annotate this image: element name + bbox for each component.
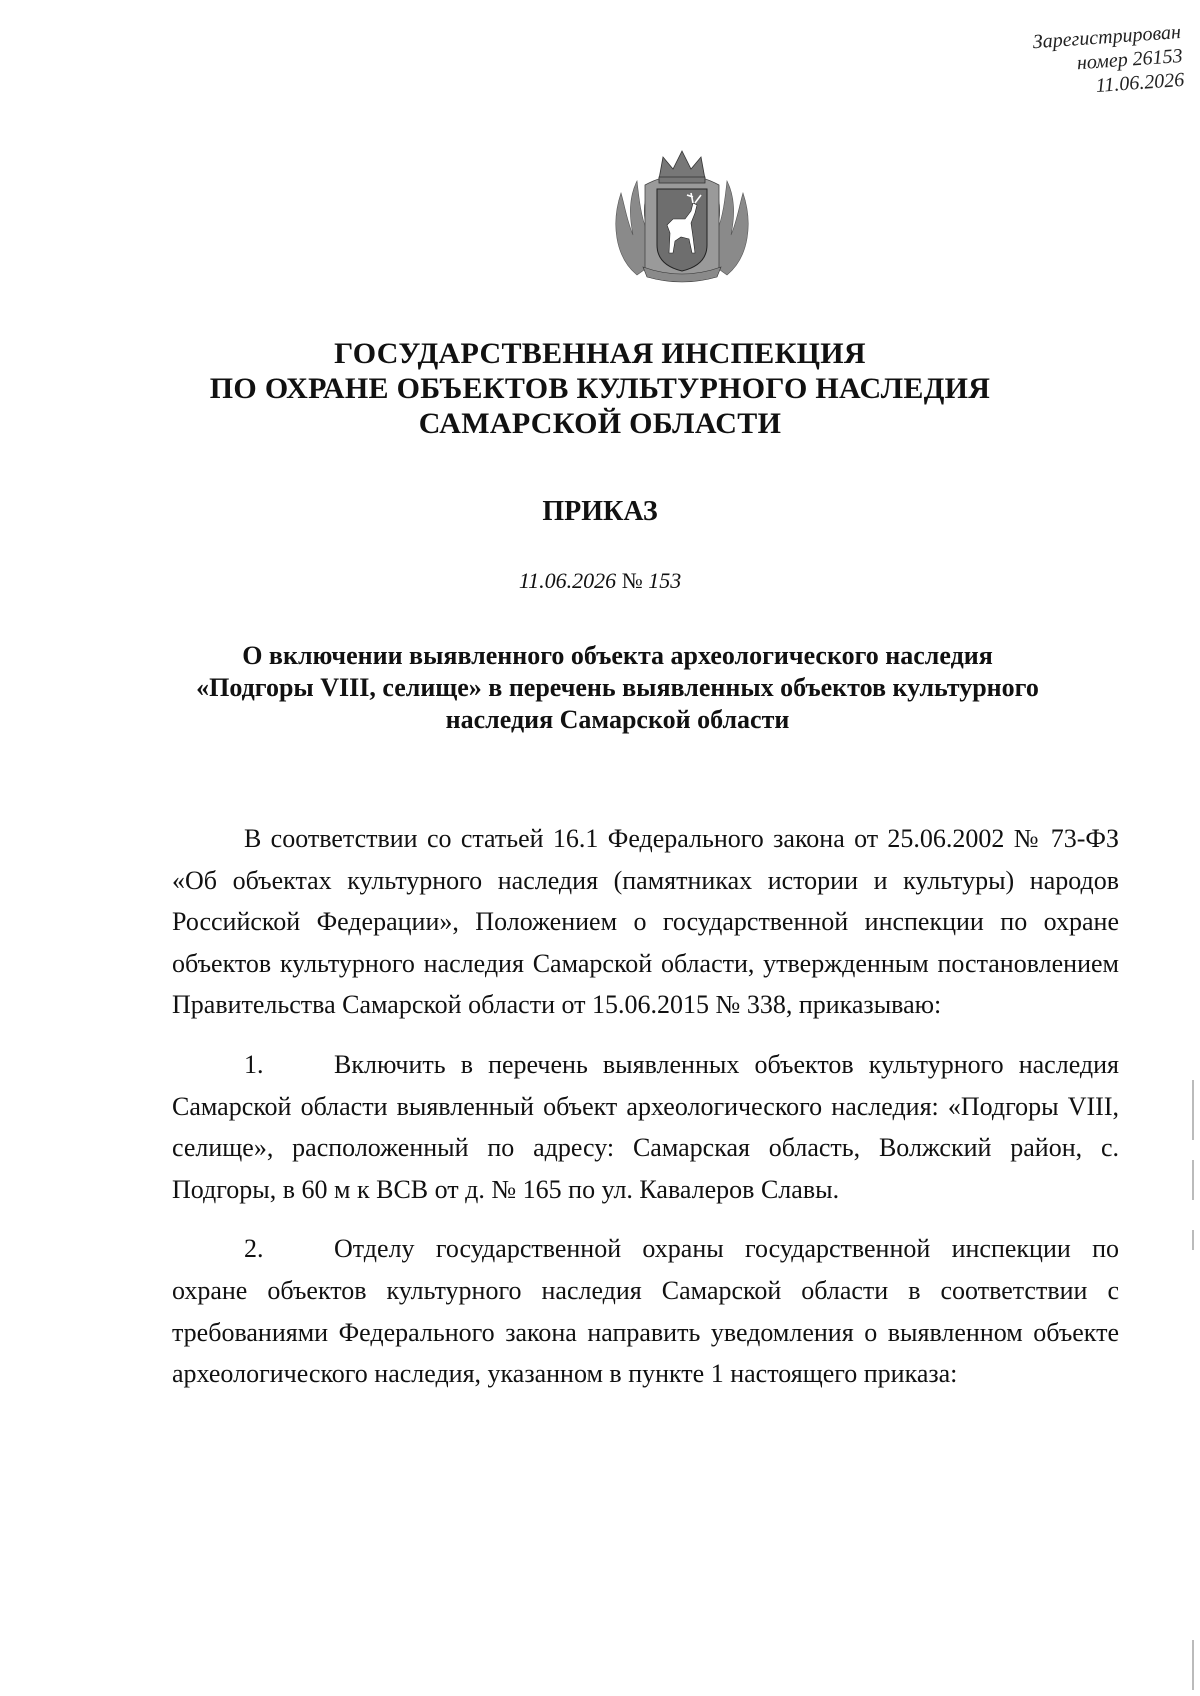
order-item-text: Отделу государственной охраны государственной инспекции по охране объектов культурного наследия Самарской области в соответствии с требованиями Федерального закона направить уведомления о выявленном объекте археологического наследия, указанном в пункте 1 настоящего приказа:	[172, 1234, 1119, 1389]
number-sign: №	[621, 568, 643, 593]
scan-artifact-line	[1192, 1230, 1194, 1250]
org-name-line1: ГОСУДАРСТВЕННАЯ ИНСПЕКЦИЯ	[334, 337, 866, 370]
order-item-number: 1.	[244, 1049, 264, 1079]
coat-of-arms-samara-oblast-icon	[607, 145, 757, 285]
scan-artifact-line	[1192, 1160, 1194, 1200]
registration-note-line2: номер 26153	[1076, 44, 1184, 75]
document-date-number	[150, 568, 1050, 594]
registration-note	[1000, 20, 1185, 104]
registration-note-line1: Зарегистрирован	[1032, 20, 1182, 54]
organization-name	[150, 336, 1050, 441]
scan-artifact-line	[1192, 1080, 1194, 1140]
preamble-paragraph: В соответствии со статьей 16.1 Федерального закона от 25.06.2002 № 73-ФЗ «Об объектах культурного наследия (памятниках истории и культуры) народов Российской Федерации», Положением о государственной инспекции по охране объектов культурного наследия Самарской области, утвержденным постановлением Правительства Самарской области от 15.06.2015 № 338, приказываю:	[172, 824, 1119, 1020]
order-item-text: Включить в перечень выявленных объектов культурного наследия Самарской области выявленный объект археологического наследия: «Подгоры VIII, селище», расположенный по адресу: Самарская область, Волжский район, с. Подгоры, в 60 м к ВСВ от д. № 165 по ул. Кавалеров Славы.	[172, 1049, 1119, 1204]
registration-note-line3: 11.06.2026	[1095, 68, 1185, 98]
document-type: ПРИКАЗ	[542, 496, 658, 527]
document-subject	[150, 640, 1085, 736]
subject-line3: наследия Самарской области	[445, 705, 790, 734]
document-number: 153	[648, 568, 682, 593]
document-date: 11.06.2026	[518, 568, 617, 593]
order-item-1	[172, 1044, 1119, 1210]
scan-artifact-line	[1192, 1640, 1194, 1690]
order-item-2	[172, 1228, 1119, 1394]
subject-line2: «Подгоры VIII, селище» в перечень выявленных объектов культурного	[196, 673, 1039, 702]
subject-line1: О включении выявленного объекта археологического наследия	[242, 641, 993, 670]
order-item-number: 2.	[244, 1234, 264, 1264]
document-body	[172, 818, 1119, 1395]
org-name-line2: ПО ОХРАНЕ ОБЪЕКТОВ КУЛЬТУРНОГО НАСЛЕДИЯ	[209, 372, 991, 405]
org-name-line3: САМАРСКОЙ ОБЛАСТИ	[418, 407, 782, 440]
